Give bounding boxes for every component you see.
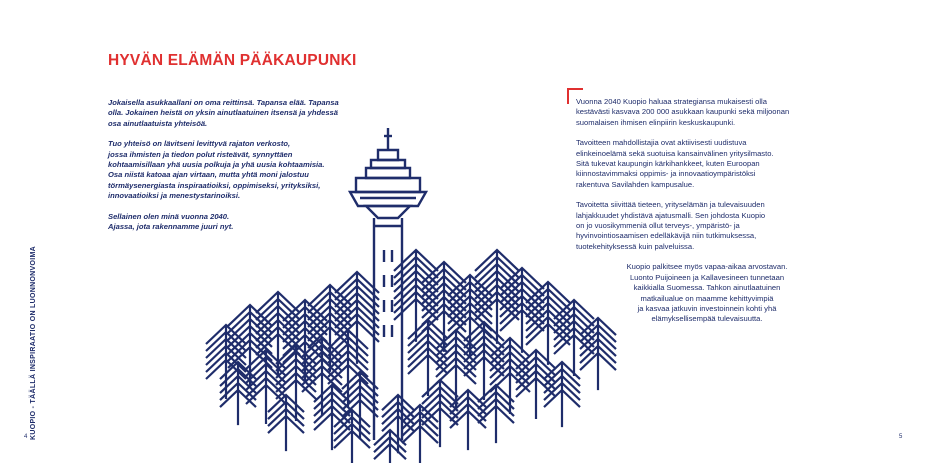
- text-line: Sellainen olen minä vuonna 2040.: [108, 211, 230, 221]
- science-paragraph: [576, 200, 826, 252]
- page-number-left: 4: [24, 434, 28, 440]
- text-line: elinkeinoelämä sekä suotuisa kansainvälinen yritysilmasto.: [576, 148, 774, 158]
- text-line: rakentuva Savilahden kampusalue.: [576, 179, 695, 189]
- text-line: kestävästi kasvava 200 000 asukkaan kaupunki sekä miljoonan: [576, 107, 790, 117]
- text-line: Osa niistä katoaa ajan virtaan, mutta yhtä moni jalostuu: [108, 170, 309, 180]
- text-line: on jo vuosikymmeniä ollut terveys-, ympäristö- ja: [576, 221, 740, 231]
- intro-paragraph: [108, 98, 368, 129]
- text-line: kiinnostavimmaksi oppimis- ja innovaatioympäristöksi: [576, 169, 756, 179]
- text-line: Tuo yhteisö on lävitseni levittyvä rajaton verkosto,: [108, 139, 291, 149]
- text-line: olla. Jokainen heistä on yksin ainutlaatuinen itsensä ja yhdessä: [108, 108, 339, 118]
- text-line: jossa ihmisten ja tiedon polut risteävät, synnyttäen: [108, 149, 293, 159]
- text-line: ja kasvaa jatkuvin investoinnein kohti yhä: [637, 303, 777, 313]
- text-line: matkailualue on maamme kehittyvimpiä: [640, 293, 774, 303]
- text-line: suomalaisen ihmisen elinpiirin keskuskaupunki.: [576, 117, 736, 127]
- enablers-paragraph: [576, 138, 826, 190]
- spruce-forest: [206, 250, 616, 463]
- page-title: HYVÄN ELÄMÄN PÄÄKAUPUNKI: [108, 52, 357, 69]
- text-line: Luonto Puijoineen ja Kallavesineen tunnetaan: [629, 272, 785, 282]
- spruce-tree-icon: [268, 395, 304, 451]
- text-line: tuotekehityksessä kuin palveluissa.: [576, 241, 695, 251]
- spruce-tree-icon: [283, 300, 327, 383]
- network-paragraph: [108, 139, 368, 201]
- text-line: Ajassa, jota rakennamme juuri nyt.: [108, 222, 234, 232]
- page-number-right: 5: [899, 434, 903, 440]
- spruce-tree-icon: [516, 350, 556, 419]
- text-line: kohtaamisillaan yhä uusia polkuja ja yhä uusia kohtaamisia.: [108, 160, 325, 170]
- text-line: Tavoitetta siivittää tieteen, yrityselämän ja tulevaisuuden: [576, 200, 765, 210]
- text-line: osa ainutlaatuista yhteisöä.: [108, 118, 208, 128]
- spruce-tree-icon: [256, 292, 300, 377]
- text-line: Kuopio palkitsee myös vapaa-aikaa arvostavan.: [626, 262, 788, 272]
- leisure-paragraph: [576, 262, 826, 324]
- text-line: elämyksellisempää tulevaisuutta.: [651, 314, 763, 324]
- side-running-title: KUOPIO - TÄÄLLÄ INSPIRAATIO ON LUONNONVOIMA: [30, 246, 37, 440]
- text-line: hyvinvointiosaamisen edelläkävijä niin tutkimuksessa,: [576, 231, 757, 241]
- text-line: kaikkialla Suomessa. Tahkon ainutlaatuinen: [633, 283, 781, 293]
- text-line: Sitä tukevat kaupungin kärkihankkeet, kuten Euroopan: [576, 159, 760, 169]
- right-column-text: [576, 97, 826, 335]
- text-line: Jokaisella asukkaallani on oma reittinsä. Tapansa elää. Tapansa: [108, 98, 339, 107]
- closing-paragraph: [108, 212, 368, 233]
- strategy-paragraph: [576, 97, 826, 128]
- left-column-text: [108, 98, 368, 242]
- text-line: törmäysenergiasta inspiraatioiksi, oppimiseksi, yrityksiksi,: [108, 180, 321, 190]
- text-line: lahjakkuudet yhdistävä ajatusmalli. Sen johdosta Kuopio: [576, 210, 766, 220]
- spruce-tree-icon: [334, 410, 370, 463]
- text-line: Tavoitteen mahdollistajia ovat aktiivisesti uudistuva: [576, 138, 747, 148]
- text-line: Vuonna 2040 Kuopio haluaa strategiansa mukaisesti olla: [576, 97, 767, 106]
- text-line: innovaatioiksi ja menestystarinoiksi.: [108, 191, 241, 201]
